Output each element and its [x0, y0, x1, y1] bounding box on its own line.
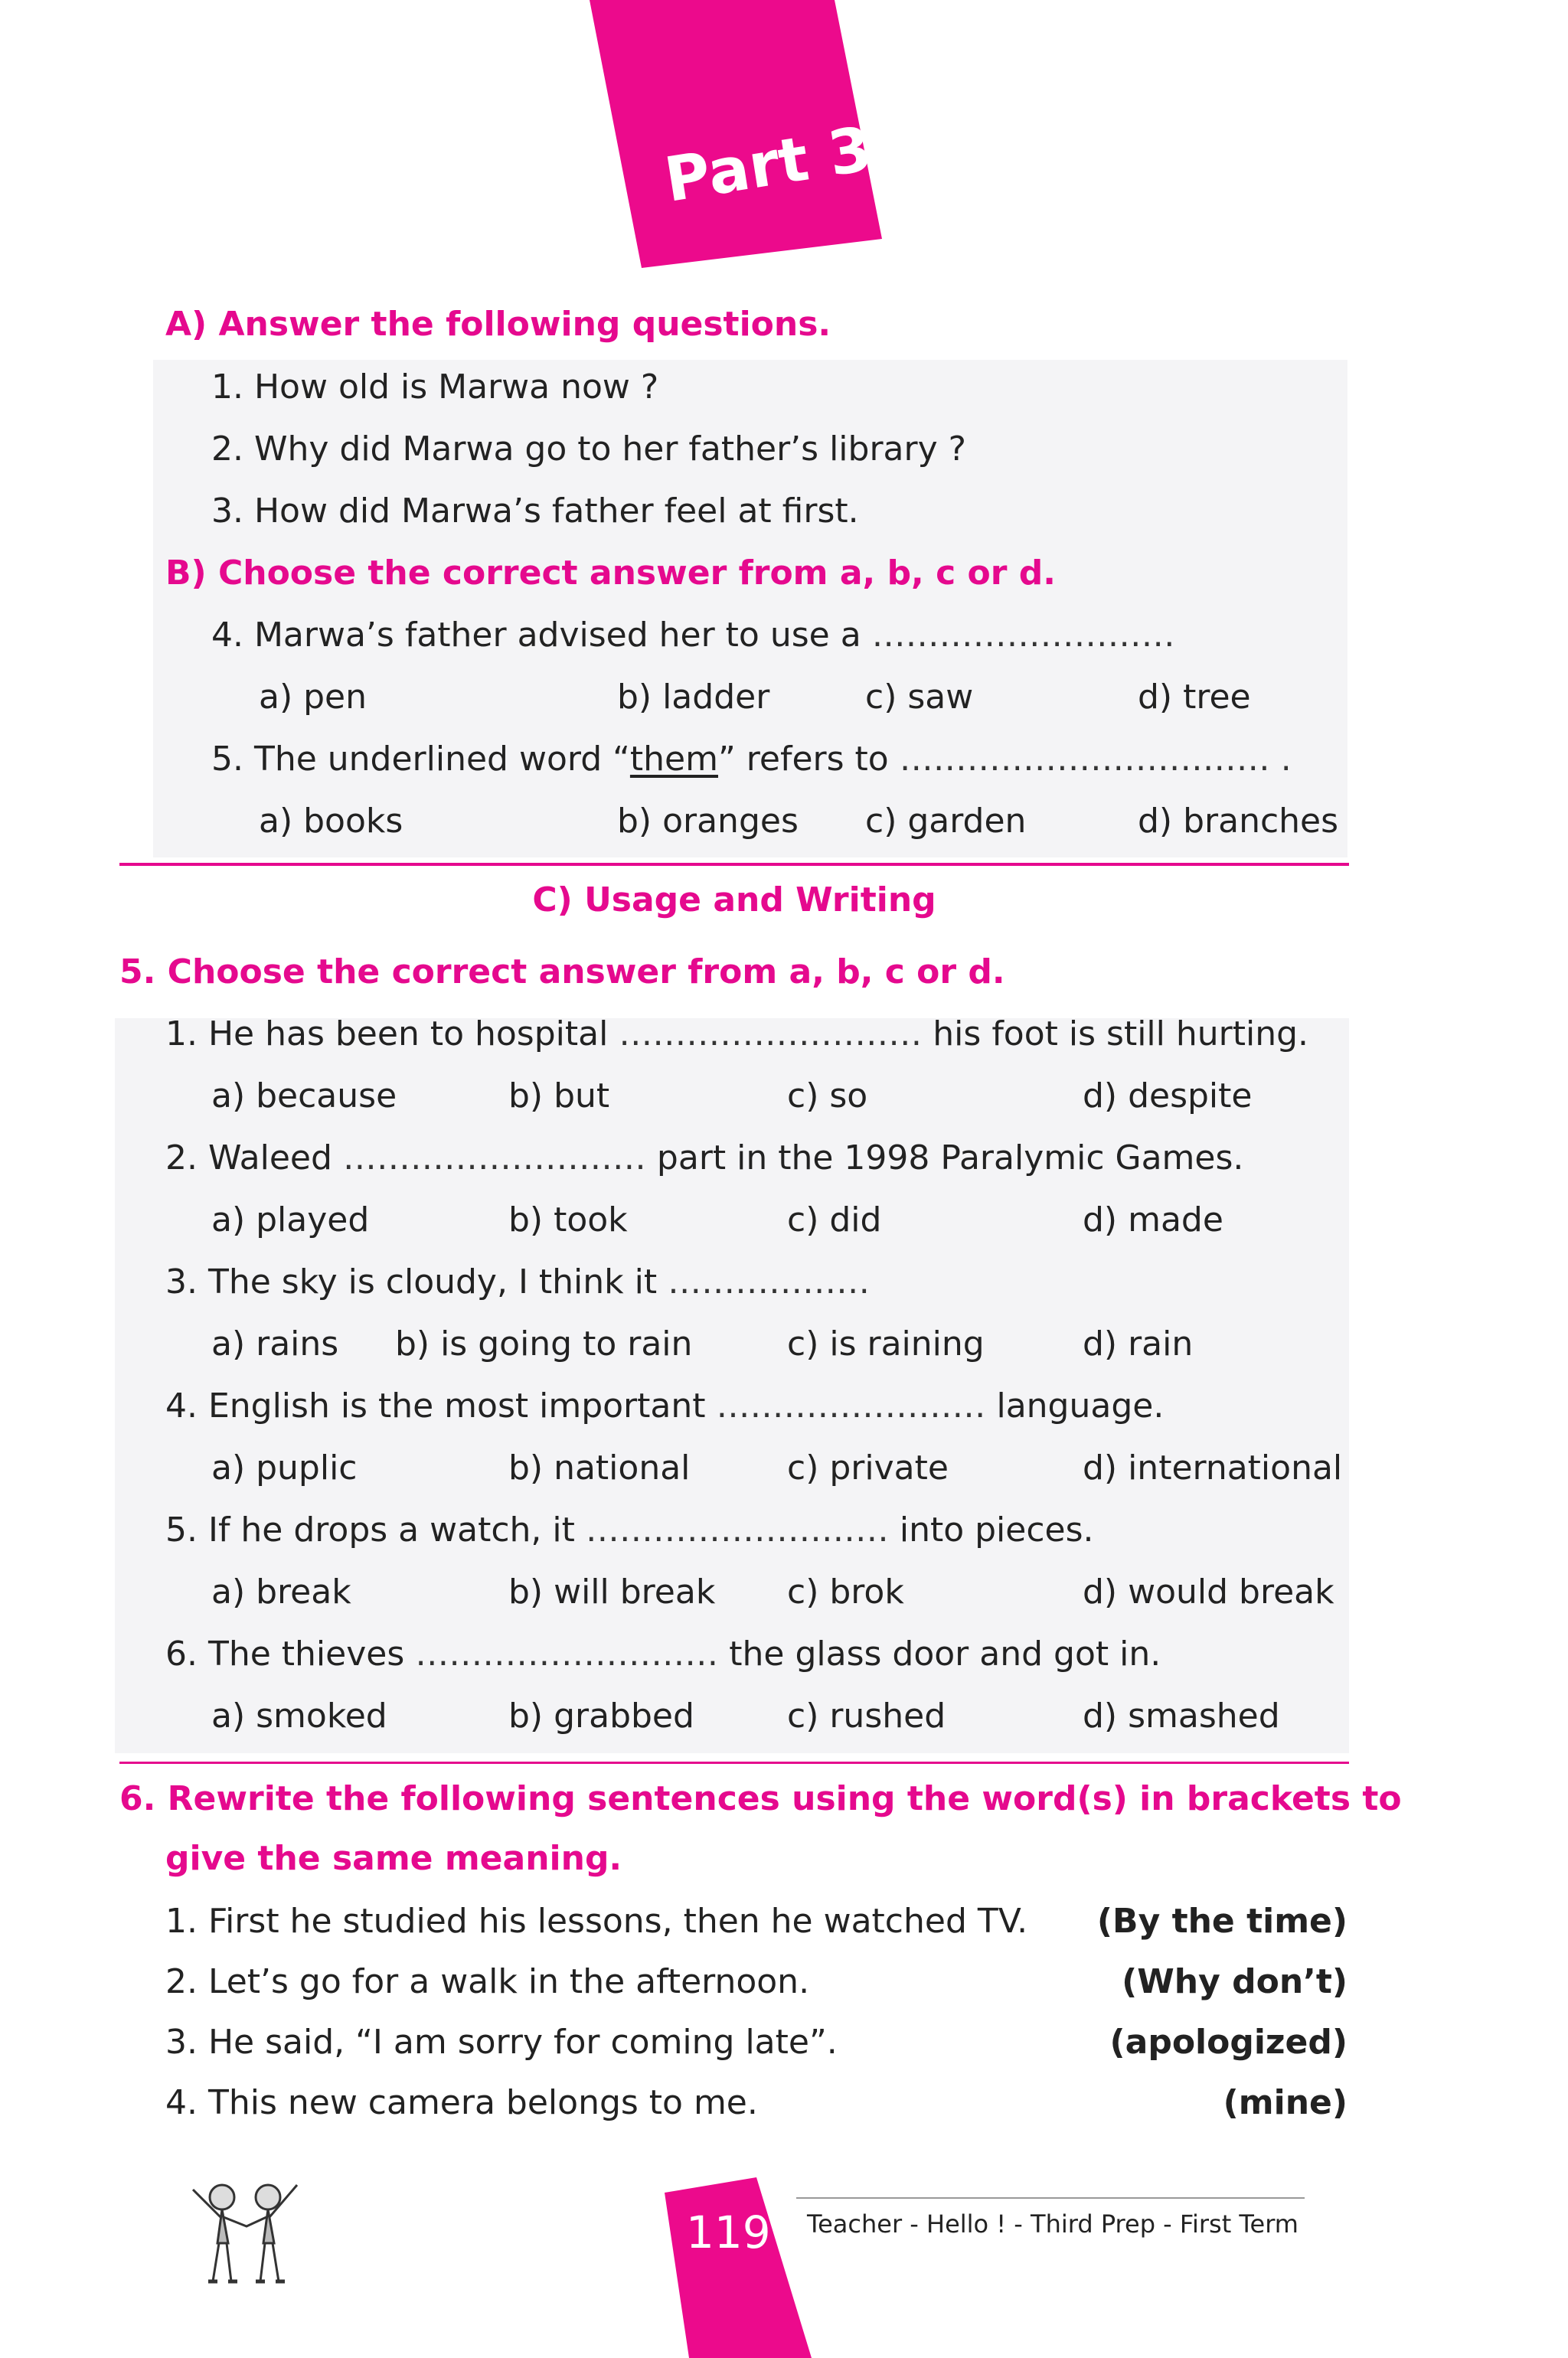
- kids-illustration: [178, 2174, 312, 2289]
- exercise5-q3-option-b: b) is going to rain: [395, 1324, 693, 1364]
- exercise5-q2-option-a: a) played: [211, 1200, 370, 1239]
- exercise5-heading: 5. Choose the correct answer from a, b, c or d.: [119, 952, 1005, 991]
- question-a2: 2. Why did Marwa go to her father’s library ?: [211, 429, 966, 469]
- answer-blank: ………………………: [619, 1014, 923, 1053]
- question-text: 5. If he drops a watch, it: [165, 1510, 575, 1550]
- question-b5-pre: 5. The underlined word “: [211, 740, 630, 779]
- question-text: 4. English is the most important: [165, 1386, 706, 1426]
- exercise5-question-6: [165, 1631, 1161, 1677]
- answer-blank: ………………………: [871, 616, 1175, 655]
- answer-blank: ……………………: [716, 1386, 986, 1426]
- exercise5-q4-option-b: b) national: [508, 1448, 691, 1488]
- exercise5-q3-option-d: d) rain: [1083, 1324, 1194, 1364]
- exercise5-q5-option-b: b) will break: [508, 1573, 716, 1612]
- book-title: Teacher - Hello ! - Third Prep - First Term: [807, 2209, 1298, 2239]
- exercise5-q4-option-d: d) international: [1083, 1448, 1343, 1488]
- exercise5-q4-option-a: a) puplic: [211, 1448, 358, 1488]
- option-b5-d: d) branches: [1138, 802, 1339, 841]
- rewrite-item-2: 2. Let’s go for a walk in the afternoon.: [165, 1962, 810, 2001]
- question-a1: 1. How old is Marwa now ?: [211, 367, 659, 407]
- exercise5-q3-option-c: c) is raining: [787, 1324, 985, 1364]
- option-b5-a: a) books: [259, 802, 403, 841]
- question-b5-post: ” refers to: [717, 740, 889, 779]
- exercise5-question-4: [165, 1383, 1164, 1429]
- question-text: 1. He has been to hospital: [165, 1014, 609, 1053]
- exercise5-q1-option-d: d) despite: [1083, 1076, 1253, 1115]
- option-b4-c: c) saw: [865, 678, 974, 717]
- exercise5-question-5: [165, 1507, 1094, 1553]
- answer-blank: ………………: [668, 1262, 871, 1301]
- rewrite-item-3: 3. He said, “I am sorry for coming late”.: [165, 2023, 838, 2062]
- section-divider: [119, 1762, 1349, 1764]
- exercise6-heading: [119, 1776, 1402, 1882]
- question-text-end: into pieces.: [899, 1510, 1094, 1550]
- exercise5-q1-option-b: b) but: [508, 1076, 610, 1115]
- question-text: 2. Waleed: [165, 1138, 332, 1177]
- exercise5-q1-option-a: a) because: [211, 1076, 397, 1115]
- footer-rule: [796, 2197, 1305, 2199]
- exercise5-q2-option-b: b) took: [508, 1200, 628, 1239]
- section-b-heading: B) Choose the correct answer from a, b, c or d.: [165, 554, 1056, 593]
- underlined-word: them: [629, 740, 718, 779]
- exercise5-question-2: [165, 1135, 1243, 1181]
- exercise5-q5-option-c: c) brok: [787, 1573, 904, 1612]
- question-a3: 3. How did Marwa’s father feel at first.: [211, 492, 859, 531]
- rewrite-hint-1: (By the time): [1096, 1902, 1348, 1941]
- question-b4: [211, 612, 1175, 658]
- question-text: 6. The thieves: [165, 1635, 405, 1674]
- exercise5-q5-option-d: d) would break: [1083, 1573, 1334, 1612]
- option-b4-d: d) tree: [1138, 678, 1251, 717]
- question-text: 3. The sky is cloudy, I think it: [165, 1262, 658, 1301]
- exercise5-q6-option-a: a) smoked: [211, 1697, 387, 1736]
- exercise5-question-1: [165, 1011, 1308, 1057]
- page-number: 119: [686, 2206, 771, 2258]
- exercise5-q6-option-c: c) rushed: [787, 1697, 946, 1736]
- exercise5-q4-option-c: c) private: [787, 1448, 949, 1488]
- exercise6-heading-line1: 6. Rewrite the following sentences using the word(s) in brackets to: [119, 1779, 1402, 1818]
- rewrite-hint-4: (mine): [1223, 2083, 1348, 2122]
- question-text-end: the glass door and got in.: [729, 1635, 1161, 1674]
- exercise5-q1-option-c: c) so: [787, 1076, 868, 1115]
- exercise5-q6-option-d: d) smashed: [1083, 1697, 1280, 1736]
- exercise5-q6-option-b: b) grabbed: [508, 1697, 694, 1736]
- exercise5-q2-option-c: c) did: [787, 1200, 882, 1239]
- question-text-end: part in the 1998 Paralymic Games.: [656, 1138, 1244, 1177]
- page-number-tab: [658, 2167, 812, 2358]
- answer-blank: ………………………: [415, 1635, 719, 1674]
- rewrite-hint-3: (apologized): [1109, 2023, 1348, 2062]
- exercise5-q5-option-a: a) break: [211, 1573, 351, 1612]
- answer-blank: ………………………: [342, 1138, 646, 1177]
- part-title: Part 3: [660, 113, 877, 216]
- rewrite-item-4: 4. This new camera belongs to me.: [165, 2083, 758, 2122]
- section-c-title: C) Usage and Writing: [532, 880, 936, 919]
- option-b4-a: a) pen: [259, 678, 368, 717]
- option-b5-b: b) oranges: [617, 802, 799, 841]
- exercise5-question-3: [165, 1259, 870, 1305]
- section-divider: [119, 863, 1349, 866]
- exercise6-heading-line2: give the same meaning.: [165, 1839, 622, 1878]
- section-a-heading: A) Answer the following questions.: [165, 305, 831, 344]
- exercise5-q2-option-d: d) made: [1083, 1200, 1223, 1239]
- rewrite-item-1: 1. First he studied his lessons, then he watched TV.: [165, 1902, 1028, 1941]
- option-b4-b: b) ladder: [617, 678, 770, 717]
- answer-blank: ………………………: [585, 1510, 889, 1550]
- answer-blank: …………………………… .: [899, 740, 1292, 779]
- option-b5-c: c) garden: [865, 802, 1027, 841]
- rewrite-hint-2: (Why don’t): [1122, 1962, 1348, 2001]
- question-b4-text: 4. Marwa’s father advised her to use a: [211, 616, 861, 655]
- question-text-end: language.: [996, 1386, 1165, 1426]
- question-text-end: his foot is still hurting.: [933, 1014, 1308, 1053]
- exercise5-q3-option-a: a) rains: [211, 1324, 339, 1364]
- question-b5: [211, 736, 1292, 782]
